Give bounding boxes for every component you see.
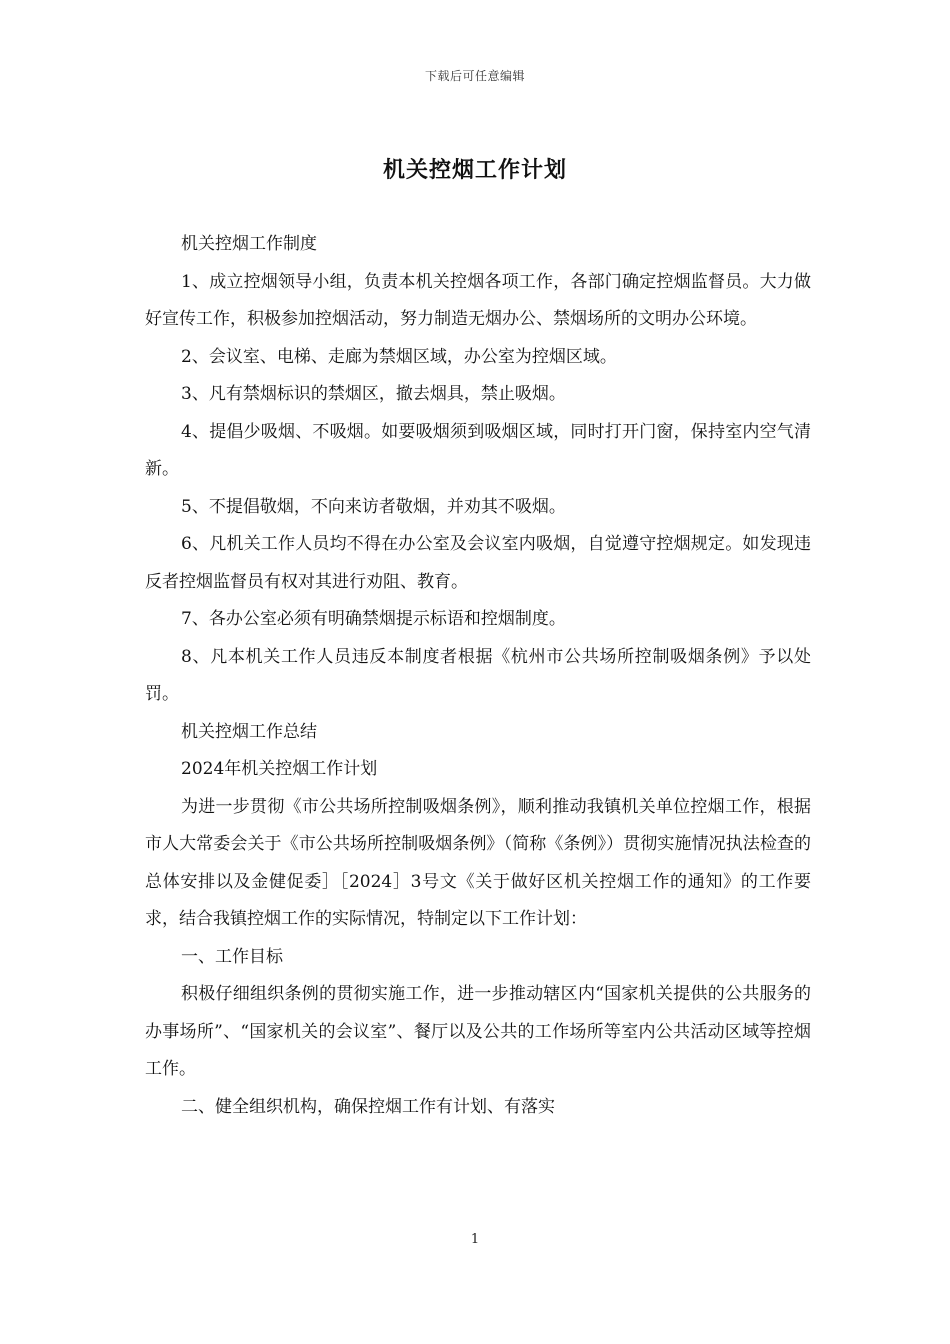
paragraph-section-goal: 一、工作目标 xyxy=(181,946,283,967)
paragraph-heading-plan: 2024年机关控烟工作计划 xyxy=(181,759,378,779)
paragraph-heading-regulations: 机关控烟工作制度 xyxy=(181,234,317,254)
paragraph-item-3: 3、凡有禁烟标识的禁烟区，撤去烟具，禁止吸烟。 xyxy=(181,384,566,404)
paragraph-plan-intro: 为进一步贯彻《市公共场所控制吸烟条例》，顺利推动我镇机关单位控烟工作，根据市人大常委会关于《市公共场所控制吸烟条例》（简称《条例》）贯彻实施情况执法检查的总体安排以及金健促委］［2024］3号文《关于做好区机关控烟工作的通知》的工作要求，结合我镇控烟工作的实际情况，特制定以下工作计划： xyxy=(145,796,811,929)
paragraph-heading-summary: 机关控烟工作总结 xyxy=(181,721,317,742)
paragraph-item-2: 2、会议室、电梯、走廊为禁烟区域，办公室为控烟区域。 xyxy=(181,346,617,367)
paragraph-item-6: 6、凡机关工作人员均不得在办公室及会议室内吸烟，自觉遵守控烟规定。如发现违反者控烟监督员有权对其进行劝阻、教育。 xyxy=(145,534,811,592)
document-body xyxy=(145,226,811,1126)
paragraph-item-5: 5、不提倡敬烟，不向来访者敬烟，并劝其不吸烟。 xyxy=(181,496,566,517)
document-title: 机关控烟工作计划 xyxy=(382,157,567,183)
paragraph-item-1: 1、成立控烟领导小组，负责本机关控烟各项工作，各部门确定控烟监督员。大力做好宣传工作，积极参加控烟活动，努力制造无烟办公、禁烟场所的文明办公环境。 xyxy=(145,271,811,329)
paragraph-goal-text: 积极仔细组织条例的贯彻实施工作，进一步推动辖区内“国家机关提供的公共服务的办事场所”、“国家机关的会议室”、餐厅以及公共的工作场所等室内公共活动区域等控烟工作。 xyxy=(145,984,811,1079)
paragraph-item-7: 7、各办公室必须有明确禁烟提示标语和控烟制度。 xyxy=(181,609,566,629)
header-note: 下载后可任意编辑 xyxy=(424,69,525,83)
paragraph-item-8: 8、凡本机关工作人员违反本制度者根据《杭州市公共场所控制吸烟条例》予以处罚。 xyxy=(145,646,811,704)
paragraph-item-4: 4、提倡少吸烟、不吸烟。如要吸烟须到吸烟区域，同时打开门窗，保持室内空气清新。 xyxy=(145,421,811,479)
page-number: 1 xyxy=(470,1232,480,1247)
paragraph-section-organization: 二、健全组织机构，确保控烟工作有计划、有落实 xyxy=(181,1096,555,1117)
